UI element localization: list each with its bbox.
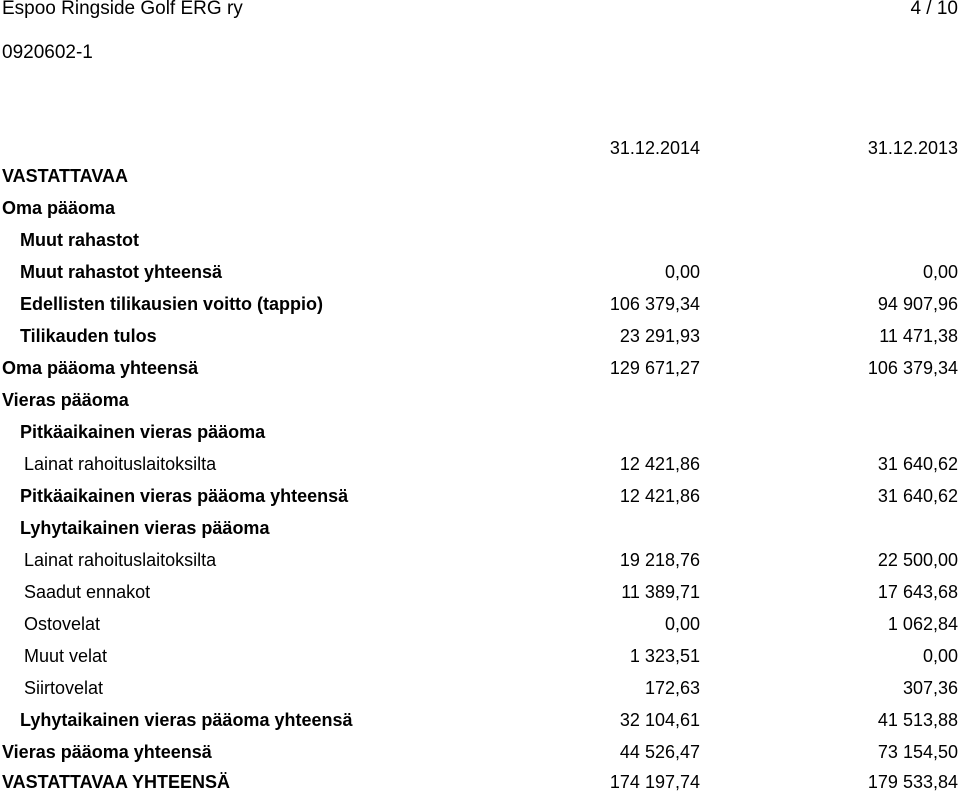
value-2013: 22 500,00: [877, 550, 958, 570]
row-label: Vieras pääoma yhteensä: [2, 742, 212, 762]
row-label: Pitkäaikainen vieras pääoma yhteensä: [20, 486, 349, 506]
table-row: [0, 576, 960, 608]
value-2013: 17 643,68: [877, 582, 958, 602]
row-label: Oma pääoma: [2, 198, 116, 218]
value-2014: 44 526,47: [619, 742, 700, 762]
value-2014: 106 379,34: [609, 294, 700, 314]
value-2013: 0,00: [922, 646, 958, 666]
company-name: Espoo Ringside Golf ERG ry: [2, 0, 243, 19]
table-row: [0, 766, 960, 798]
table-row: [0, 608, 960, 640]
row-label: VASTATTAVAA YHTEENSÄ: [2, 772, 231, 792]
value-2014: 12 421,86: [619, 454, 700, 474]
row-label: Tilikauden tulos: [20, 326, 157, 346]
value-2014: 11 389,71: [621, 582, 700, 602]
table-row: [0, 256, 960, 288]
value-2013: 31 640,62: [877, 486, 958, 506]
value-2014: 174 197,74: [609, 772, 700, 792]
business-id: 0920602-1: [2, 42, 93, 63]
table-row: [0, 544, 960, 576]
value-2014: 0,00: [664, 262, 700, 282]
table-row: [0, 288, 960, 320]
value-2014: 129 671,27: [609, 358, 700, 378]
row-label: Siirtovelat: [24, 678, 104, 698]
row-label: Muut velat: [24, 646, 108, 666]
row-label: Saadut ennakot: [24, 582, 151, 602]
value-2014: 32 104,61: [619, 710, 700, 730]
column-header-2013: 31.12.2013: [867, 138, 958, 158]
table-row: [0, 320, 960, 352]
table-row: [0, 736, 960, 768]
table-row: [0, 416, 960, 448]
value-2013: 106 379,34: [867, 358, 958, 378]
value-2014: 23 291,93: [619, 326, 700, 346]
table-row: [0, 160, 960, 192]
value-2013: 179 533,84: [867, 772, 958, 792]
row-label: Lyhytaikainen vieras pääoma: [20, 518, 270, 538]
table-row: [0, 192, 960, 224]
value-2013: 94 907,96: [877, 294, 958, 314]
row-label: VASTATTAVAA: [2, 166, 128, 186]
value-2013: 307,36: [902, 678, 958, 698]
row-label: Pitkäaikainen vieras pääoma: [20, 422, 266, 442]
value-2013: 11 471,38: [879, 326, 958, 346]
column-header-2014: 31.12.2014: [609, 138, 700, 158]
value-2014: 172,63: [644, 678, 700, 698]
page-number: 4 / 10: [910, 0, 958, 19]
value-2013: 31 640,62: [877, 454, 958, 474]
row-label: Muut rahastot: [20, 230, 139, 250]
value-2013: 1 062,84: [887, 614, 958, 634]
table-row: [0, 224, 960, 256]
value-2013: 0,00: [922, 262, 958, 282]
table-row: [0, 480, 960, 512]
table-row: [0, 384, 960, 416]
table-row: [0, 704, 960, 736]
row-label: Lyhytaikainen vieras pääoma yhteensä: [20, 710, 353, 730]
row-label: Lainat rahoituslaitoksilta: [24, 454, 217, 474]
value-2014: 12 421,86: [619, 486, 700, 506]
table-row: [0, 512, 960, 544]
row-label: Ostovelat: [24, 614, 101, 634]
value-2013: 73 154,50: [877, 742, 958, 762]
value-2013: 41 513,88: [877, 710, 958, 730]
row-label: Muut rahastot yhteensä: [20, 262, 223, 282]
table-row: [0, 672, 960, 704]
table-row: [0, 448, 960, 480]
table-row: [0, 352, 960, 384]
value-2014: 19 218,76: [619, 550, 700, 570]
row-label: Vieras pääoma: [2, 390, 129, 410]
row-label: Oma pääoma yhteensä: [2, 358, 199, 378]
row-label: Lainat rahoituslaitoksilta: [24, 550, 217, 570]
row-label: Edellisten tilikausien voitto (tappio): [20, 294, 324, 314]
table-row: [0, 640, 960, 672]
value-2014: 0,00: [664, 614, 700, 634]
value-2014: 1 323,51: [629, 646, 700, 666]
